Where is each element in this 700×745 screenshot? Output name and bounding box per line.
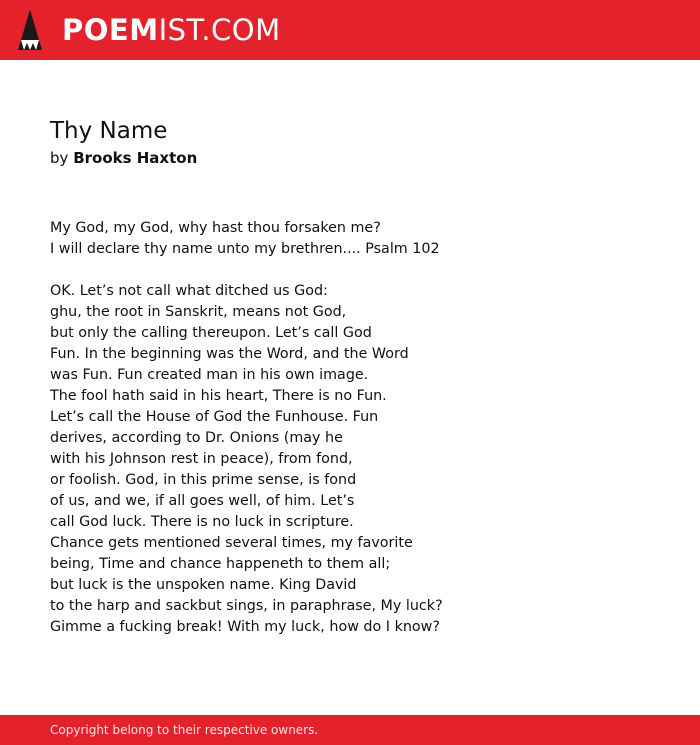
poem-title: Thy Name: [50, 118, 168, 144]
logo-light-text: IST.COM: [158, 13, 281, 47]
author-name[interactable]: Brooks Haxton: [73, 149, 198, 167]
poem-line: Fun. In the beginning was the Word, and the Word: [50, 346, 409, 362]
poem-line: but luck is the unspoken name. King David: [50, 577, 357, 593]
poem-line: OK. Let’s not call what ditched us God:: [50, 283, 328, 299]
poem-line: of us, and we, if all goes well, of him. Let’s: [50, 493, 355, 509]
poem-line: Let’s call the House of God the Funhouse. Fun: [50, 409, 379, 425]
poem-line: to the harp and sackbut sings, in paraphrase, My luck?: [50, 598, 443, 614]
poem-line: The fool hath said in his heart, There is no Fun.: [50, 388, 387, 404]
poem-content: [50, 116, 670, 638]
poem-line: I will declare thy name unto my brethren.... Psalm 102: [50, 241, 440, 257]
poem-line: derives, according to Dr. Onions (may he: [50, 430, 343, 446]
poem-line: or foolish. God, in this prime sense, is fond: [50, 472, 357, 488]
site-logo[interactable]: [62, 13, 281, 47]
logo-bold-text: POEM: [62, 13, 159, 47]
copyright-text: Copyright belong to their respective owners.: [50, 723, 319, 737]
by-label: by: [50, 149, 69, 167]
poem-line: [50, 260, 670, 281]
poem-line: was Fun. Fun created man in his own image.: [50, 367, 369, 383]
site-footer: [0, 715, 700, 745]
poem-line: but only the calling thereupon. Let’s call God: [50, 325, 372, 341]
poem-line: with his Johnson rest in peace), from fond,: [50, 451, 353, 467]
poem-line: Gimme a fucking break! With my luck, how do I know?: [50, 619, 440, 635]
poem-line: Chance gets mentioned several times, my favorite: [50, 535, 413, 551]
site-header: [0, 0, 700, 60]
byline: [50, 147, 670, 169]
poem-body: [50, 218, 670, 638]
pencil-tip-icon[interactable]: [18, 10, 42, 50]
poem-line: being, Time and chance happeneth to them all;: [50, 556, 391, 572]
poem-line: call God luck. There is no luck in scripture.: [50, 514, 354, 530]
poem-line: ghu, the root in Sanskrit, means not God,: [50, 304, 347, 320]
poem-line: My God, my God, why hast thou forsaken me?: [50, 220, 381, 236]
